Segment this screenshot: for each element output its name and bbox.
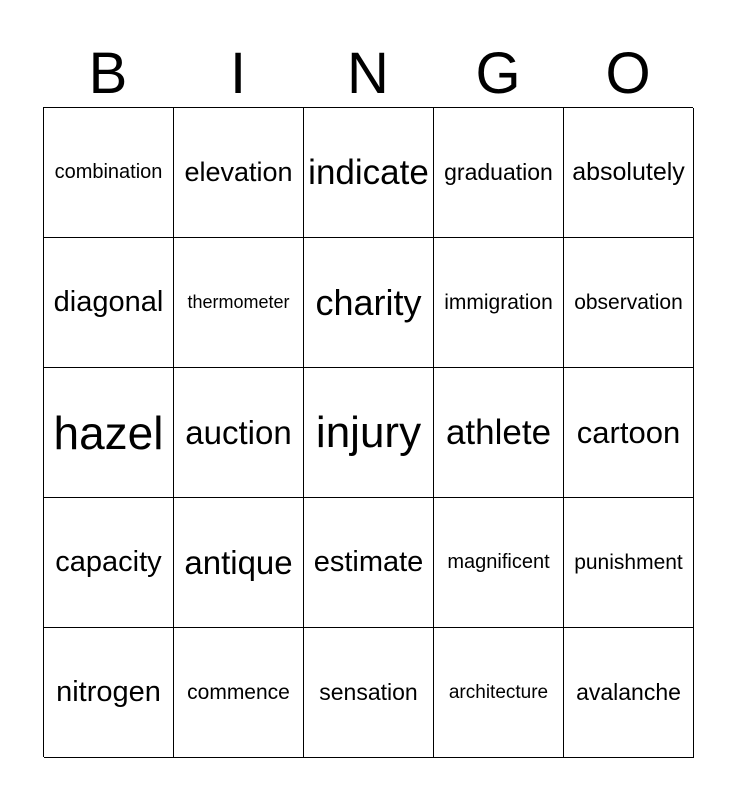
bingo-cell[interactable]: athlete [434, 368, 564, 498]
bingo-cell[interactable]: capacity [44, 498, 174, 628]
header-letter-o: O [605, 41, 651, 106]
header-letter-g: G [475, 41, 521, 106]
bingo-cell[interactable]: observation [564, 238, 694, 368]
bingo-cell[interactable]: magnificent [434, 498, 564, 628]
bingo-cell[interactable]: estimate [304, 498, 434, 628]
bingo-cell[interactable]: auction [174, 368, 304, 498]
bingo-cell[interactable]: antique [174, 498, 304, 628]
bingo-header [43, 40, 693, 108]
bingo-cell[interactable]: immigration [434, 238, 564, 368]
bingo-cell[interactable]: injury [304, 368, 434, 498]
bingo-cell[interactable]: indicate [304, 108, 434, 238]
bingo-cell[interactable]: thermometer [174, 238, 304, 368]
bingo-cell[interactable]: combination [44, 108, 174, 238]
bingo-cell[interactable]: hazel [44, 368, 174, 498]
bingo-cell[interactable]: punishment [564, 498, 694, 628]
bingo-cell[interactable]: charity [304, 238, 434, 368]
header-letter-n: N [347, 41, 389, 106]
bingo-cell[interactable]: graduation [434, 108, 564, 238]
bingo-cell[interactable]: avalanche [564, 628, 694, 758]
bingo-cell[interactable]: sensation [304, 628, 434, 758]
bingo-cell[interactable]: commence [174, 628, 304, 758]
bingo-card-grid [43, 107, 693, 757]
bingo-cell[interactable]: nitrogen [44, 628, 174, 758]
header-letter-i: I [229, 41, 247, 106]
header-letter-b: B [88, 41, 128, 106]
bingo-cell[interactable]: architecture [434, 628, 564, 758]
bingo-cell[interactable]: cartoon [564, 368, 694, 498]
bingo-cell[interactable]: elevation [174, 108, 304, 238]
bingo-cell[interactable]: absolutely [564, 108, 694, 238]
bingo-cell[interactable]: diagonal [44, 238, 174, 368]
